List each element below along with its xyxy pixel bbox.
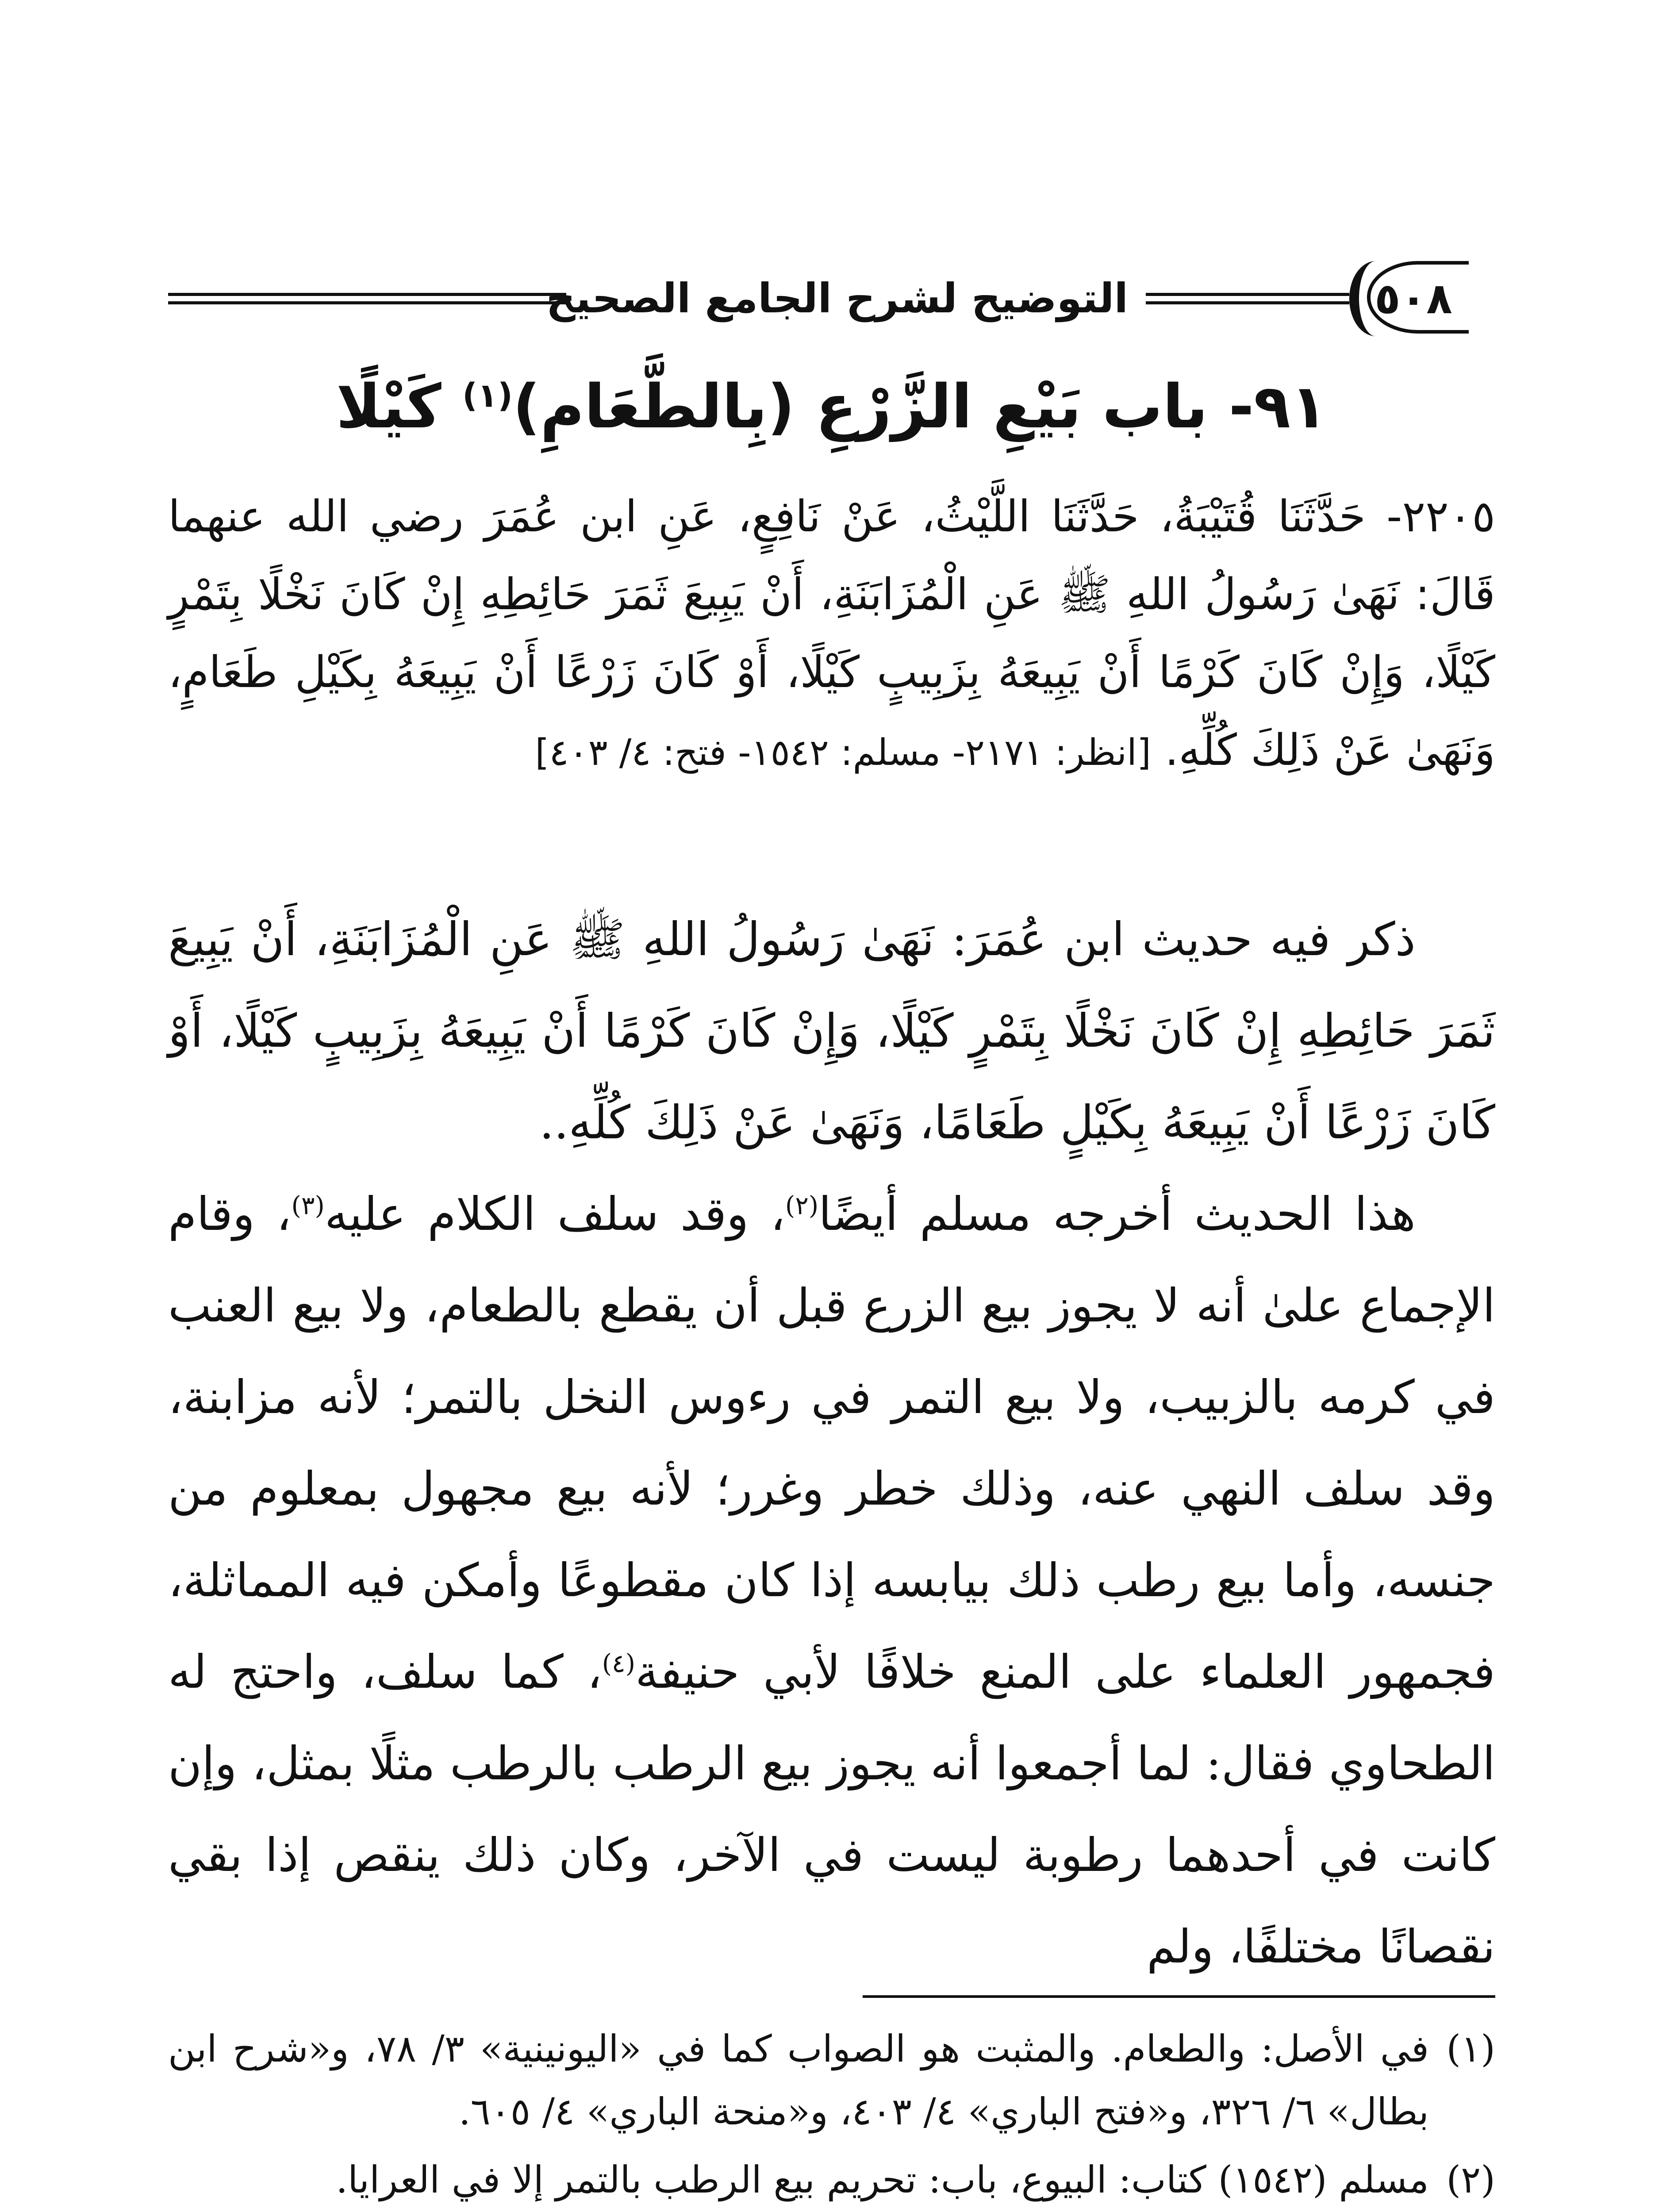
chapter-title-end: كَيْلًا xyxy=(336,372,463,442)
page-number-ornament xyxy=(1349,261,1495,336)
running-header xyxy=(168,261,1495,336)
hadith-reference: [انظر: ٢١٧١- مسلم: ١٥٤٢- فتح: ٤/ ٤٠٣] xyxy=(535,732,1151,774)
header-rule-left xyxy=(168,293,566,304)
commentary-paragraph-2 xyxy=(168,1168,1495,1993)
footnote-marker-1: (١) xyxy=(462,376,513,415)
footnote-text: مسلم (١٥٤٢) كتاب: البيوع، باب: تحريم بيع الرطب بالتمر إلا في العرايا. xyxy=(336,2158,1429,2201)
footnotes xyxy=(168,2017,1495,2212)
footnote xyxy=(168,2017,1495,2143)
footnote-marker-4: (٤) xyxy=(602,1649,636,1678)
hadith-body: ٢٢٠٥- حَدَّثَنَا قُتَيْبَةُ، حَدَّثَنَا اللَّيْثُ، عَنْ نَافِعٍ، عَنِ ابن عُمَرَ رضي الله عنهما قَالَ: نَهَىٰ رَسُولُ اللهِ ﷺ عَنِ الْمُزَابَنَةِ، أَنْ يَبِيعَ ثَمَرَ حَائِطِهِ إِنْ كَانَ نَخْلًا بِتَمْرٍ كَيْلًا، وَإِنْ كَانَ كَرْمًا أَنْ يَبِيعَهُ بِزَبِيبٍ كَيْلًا، أَوْ كَانَ زَرْعًا أَنْ يَبِيعَهُ بِكَيْلِ طَعَامٍ، وَنَهَىٰ عَنْ ذَلِكَ كُلِّهِ. xyxy=(168,492,1495,776)
commentary-paragraph-1: ذكر فيه حديث ابن عُمَرَ: نَهَىٰ رَسُولُ اللهِ ﷺ عَنِ الْمُزَابَنَةِ، أَنْ يَبِيعَ ثَمَرَ حَائِطِهِ إِنْ كَانَ نَخْلًا بِتَمْرٍ كَيْلًا، وَإِنْ كَانَ كَرْمًا أَنْ يَبِيعَهُ بِزَبِيبٍ كَيْلًا، أَوْ كَانَ زَرْعًا أَنْ يَبِيعَهُ بِكَيْلٍ طَعَامًا، وَنَهَىٰ عَنْ ذَلِكَ كُلِّهِ.. xyxy=(168,912,1495,1149)
page-number: ٥٠٨ xyxy=(1374,274,1452,323)
footnote-separator xyxy=(863,1995,1495,1998)
footnote-number: (٢) xyxy=(1446,2158,1495,2201)
footnote-marker-3: (٣) xyxy=(291,1191,325,1221)
header-rule-right xyxy=(1146,293,1349,304)
commentary-text: هذا الحديث أخرجه مسلم أيضًا xyxy=(818,1187,1416,1241)
footnote-marker-2: (٢) xyxy=(785,1191,819,1221)
commentary-text: ، وقام الإجماع علىٰ أنه لا يجوز بيع الزرع قبل أن يقطع بالطعام، ولا بيع العنب في كرمه بالزبيب، ولا بيع التمر في رءوس النخل بالتمر؛ لأنه مزابنة، وقد سلف النهي عنه، وذلك خطر وغرر؛ لأنه بيع مجهول بمعلوم من جنسه، وأما بيع رطب ذلك بيابسه إذا كان مقطوعًا وأمكن فيه المماثلة، فجمهور العلماء على المنع خلافًا لأبي حنيفة xyxy=(168,1187,1496,1699)
chapter-heading xyxy=(168,363,1495,451)
book-page xyxy=(168,230,1495,2212)
commentary-text: ، كما سلف، واحتج له الطحاوي فقال: لما أجمعوا أنه يجوز بيع الرطب بالرطب مثلًا بمثل، وإن كانت في أحدهما رطوبة ليست في الآخر، وكان ذلك ينقص إذا بقي نقصانًا مختلفًا، ولم xyxy=(168,1645,1495,1974)
footnote-number: (١) xyxy=(1446,2027,1495,2070)
commentary-text: ، وقد سلف الكلام عليه xyxy=(324,1187,785,1241)
hadith-text xyxy=(168,478,1495,792)
footnote xyxy=(168,2148,1495,2211)
book-title: التوضيح لشرح الجامع الصحيح xyxy=(546,275,1128,322)
commentary xyxy=(168,894,1495,1993)
chapter-title-start: ٩١- باب بَيْعِ الزَّرْعِ (بِالطَّعَامِ) xyxy=(513,372,1328,442)
footnote-text: في الأصل: والطعام. والمثبت هو الصواب كما في «اليونينية» ٣/ ٧٨، و«شرح ابن بطال» ٦/ ٣٢٦، و«فتح الباري» ٤/ ٤٠٣، و«منحة الباري» ٤/ ٦٠٥. xyxy=(168,2027,1429,2133)
